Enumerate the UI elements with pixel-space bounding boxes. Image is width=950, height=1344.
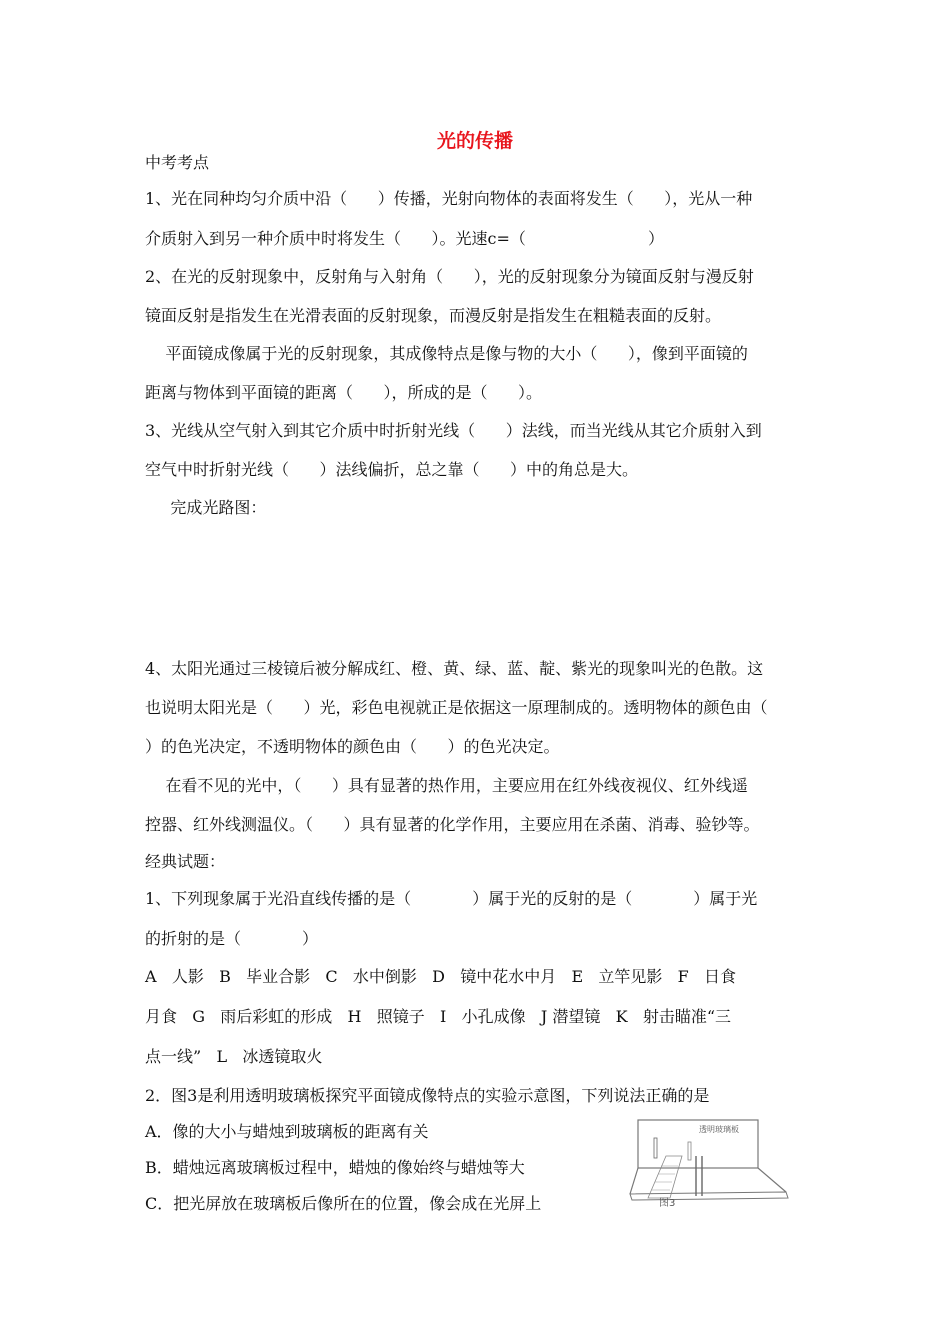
option-b: B．蜡烛远离玻璃板过程中，蜡烛的像始终与蜡烛等大 bbox=[145, 1158, 525, 1177]
figure-caption: 图3 bbox=[659, 1198, 676, 1209]
section-heading-classic-questions: 经典试题： bbox=[145, 852, 226, 871]
paragraph-line: 空气中时折射光线（ ）法线偏折，总之靠（ ）中的角总是大。 bbox=[145, 460, 639, 479]
glass-plate-label: 透明玻璃板 bbox=[699, 1125, 739, 1134]
paragraph-line: 介质射入到另一种介质中时将发生（ ）。光速c=（ ） bbox=[145, 229, 664, 248]
paragraph-line: 的折射的是（ ） bbox=[145, 929, 319, 948]
paragraph-line: 1、下列现象属于光沿直线传播的是（ ）属于光的反射的是（ ）属于光 bbox=[145, 889, 758, 908]
paragraph-line: 控器、红外线测温仪。（ ）具有显著的化学作用，主要应用在杀菌、消毒、验钞等。 bbox=[145, 815, 760, 834]
paragraph-line: 镜面反射是指发生在光滑表面的反射现象，而漫反射是指发生在粗糙表面的反射。 bbox=[145, 306, 722, 325]
paragraph-line: ）的色光决定，不透明物体的颜色由（ ）的色光决定。 bbox=[145, 737, 560, 756]
paragraph-line: 距离与物体到平面镜的距离（ ），所成的是（ ）。 bbox=[145, 383, 543, 402]
paragraph-line: 平面镜成像属于光的反射现象，其成像特点是像与物的大小（ ），像到平面镜的 bbox=[145, 344, 748, 363]
paragraph-line: 1、光在同种均匀介质中沿（ ）传播，光射向物体的表面将发生（ ），光从一种 bbox=[145, 189, 753, 208]
paragraph-line: 月食 G 雨后彩虹的形成 H 照镜子 I 小孔成像 J 潜望镜 K 射击瞄准“三 bbox=[145, 1007, 732, 1026]
paragraph-line: 也说明太阳光是（ ）光，彩色电视就正是依据这一原理制成的。透明物体的颜色由（ bbox=[145, 698, 768, 717]
page-title: 光的传播 bbox=[436, 130, 513, 152]
paragraph-line: 完成光路图： bbox=[145, 498, 267, 517]
option-a: A．像的大小与蜡烛到玻璃板的距离有关 bbox=[145, 1122, 429, 1141]
section-heading-exam-points: 中考考点 bbox=[145, 153, 210, 172]
paragraph-line: 点一线” L 冰透镜取火 bbox=[145, 1047, 323, 1066]
option-c: C．把光屏放在玻璃板后像所在的位置，像会成在光屏上 bbox=[145, 1194, 542, 1213]
paragraph-line: 3、光线从空气射入到其它介质中时折射光线（ ）法线，而当光线从其它介质射入到 bbox=[145, 421, 762, 440]
question-2-stem: 2．图3是利用透明玻璃板探究平面镜成像特点的实验示意图，下列说法正确的是 bbox=[145, 1086, 710, 1105]
paragraph-line: 2、在光的反射现象中，反射角与入射角（ ），光的反射现象分为镜面反射与漫反射 bbox=[145, 267, 754, 286]
paragraph-line: A 人影 B 毕业合影 C 水中倒影 D 镜中花水中月 E 立竿见影 F 日食 bbox=[145, 967, 737, 986]
paragraph-line: 4、太阳光通过三棱镜后被分解成红、橙、黄、绿、蓝、靛、紫光的现象叫光的色散。这 bbox=[145, 659, 764, 678]
paragraph-line: 在看不见的光中，（ ）具有显著的热作用，主要应用在红外线夜视仪、红外线遥 bbox=[145, 776, 748, 795]
